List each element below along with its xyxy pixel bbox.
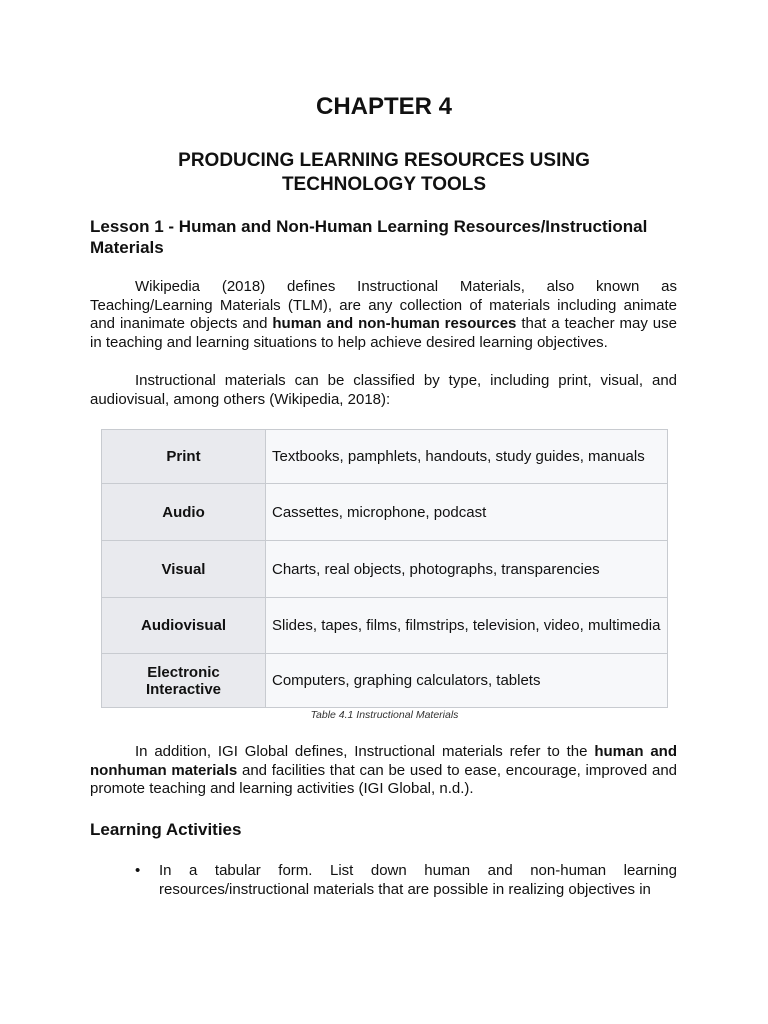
list-item: In a tabular form. List down human and non-human learning resources/instructional materials that are possible in realizing objectives in [159,862,677,898]
chapter-subtitle: PRODUCING LEARNING RESOURCES USING TECHNOLOGY TOOLS [178,150,590,195]
paragraph-igi-definition [90,743,677,799]
table-row [102,541,668,598]
table-cell-type: Audiovisual [102,598,266,654]
table-row [102,484,668,541]
table-cell-items: Slides, tapes, films, filmstrips, television, video, multimedia [266,598,668,654]
bullet-icon: • [135,862,141,879]
learning-activities-heading: Learning Activities [90,820,242,839]
paragraph-definition-after: that a teacher may use in teaching and learning situations to help achieve desired learning objectives. [90,315,677,351]
table-row [102,430,668,484]
table-cell-type: Electronic Interactive [102,654,266,708]
table-cell-type: Visual [102,541,266,598]
paragraph-definition [90,278,677,352]
table-row [102,654,668,708]
paragraph-definition-before: Wikipedia (2018) defines Instructional Materials, also known as Teaching/Learning Materials (TLM), are any collection of materials including animate and inanimate objects and [90,278,677,332]
table-cell-items: Charts, real objects, photographs, transparencies [266,541,668,598]
table-cell-items: Cassettes, microphone, podcast [266,484,668,541]
table-cell-items: Textbooks, pamphlets, handouts, study guides, manuals [266,430,668,484]
instructional-materials-table [101,429,668,708]
paragraph-definition-bold: human and non-human resources [272,315,517,332]
paragraph-igi-before: In addition, IGI Global defines, Instructional materials refer to the [135,743,595,760]
lesson-title: Lesson 1 - Human and Non-Human Learning Resources/Instructional Materials [90,217,648,257]
table-cell-type: Print [102,430,266,484]
paragraph-classification-text: Instructional materials can be classified by type, including print, visual, and audiovisual, among others (Wikipedia, 2018): [90,372,677,408]
table-caption: Table 4.1 Instructional Materials [310,709,459,721]
paragraph-classification [90,372,677,409]
table-cell-items: Computers, graphing calculators, tablets [266,654,668,708]
table-cell-type: Audio [102,484,266,541]
paragraph-igi-bold: human and nonhuman materials [90,743,677,779]
paragraph-igi-after: and facilities that can be used to ease, encourage, improved and promote teaching and learning activities (IGI Global, n.d.). [90,761,677,797]
chapter-title: CHAPTER 4 [315,93,453,120]
table-row [102,598,668,654]
